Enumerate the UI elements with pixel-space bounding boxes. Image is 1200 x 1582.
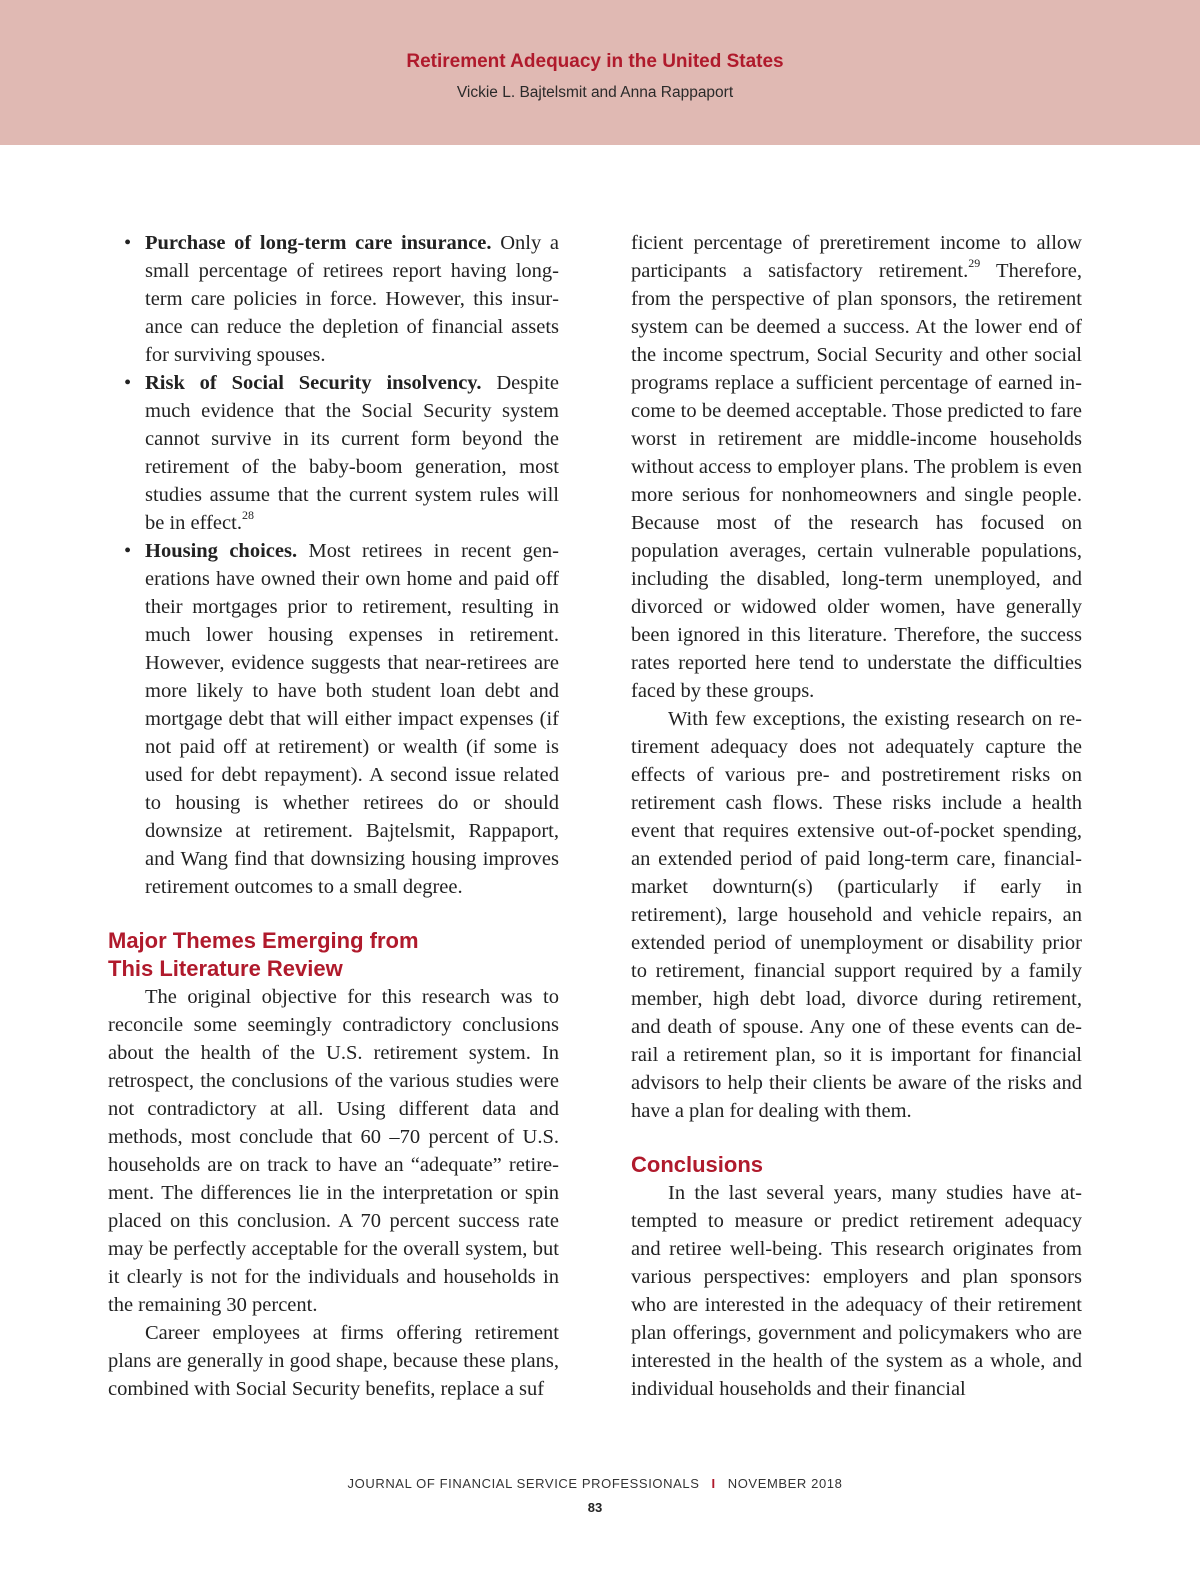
bullet-text: Only a small percentage of retirees report having long-term care policies in force. However, this insurance can reduce the depletion of financial assets for surviving spouses. [145,232,559,366]
heading-line: This Literature Review [108,956,343,981]
footer-separator: I [711,1476,716,1491]
bullet-item-housing [124,537,559,901]
bullet-text: Despite much evidence that the Social Security system cannot survive in its current form beyond the retirement of the baby-boom generation, most studies assume that the current system rules will be in effect. [145,372,559,534]
heading-line: Major Themes Emerging from [108,928,419,953]
page-number: 83 [587,1500,603,1515]
header-band [0,0,1200,145]
issue-date: NOVEMBER 2018 [727,1476,843,1491]
bullet-lead: Housing choices. [145,540,298,562]
section-heading-conclusions: Conclusions [631,1152,764,1177]
article-authors: Vickie L. Bajtelsmit and Anna Rappaport [456,84,734,101]
bullet-lead: Purchase of long-term care insurance. [145,232,492,254]
journal-footer [0,1476,1190,1491]
paragraph-text: ficient percentage of preretirement income to allow participants a satisfactory retirement. [631,232,1082,282]
footnote-marker: 29 [968,256,981,271]
body-paragraph: The original objective for this research was to reconcile some seemingly contradictory conclusions about the health of the U.S. retirement system. In retrospect, the conclusions of the various studies were not contradictory at all. Using different data and methods, most conclude that 60 –70 percent of U.S. households are on track to have an “adequate” retirement. The differences lie in the interpretation or spin placed on this conclusion. A 70 percent success rate may be perfectly acceptable for the overall system, but it clearly is not for the individuals and households in the remaining 30 percent. [108,986,559,1316]
bullet-dot-icon: • [124,232,132,254]
bullet-dot-icon: • [124,540,132,562]
journal-name: JOURNAL OF FINANCIAL SERVICE PROFESSIONALS [347,1476,700,1491]
footnote-marker: 28 [241,508,254,523]
body-paragraph: With few exceptions, the existing research on retirement adequacy does not adequately capture the effects of various pre- and postretirement risks on retirement cash flows. These risks include a health event that requires extensive out-of-pocket spending, an extended period of paid long-term care, financial-market downturn(s) (particularly if early in retirement), large household and vehicle repairs, an extended period of unemployment or disability prior to retirement, financial support required by a family member, high debt load, divorce during retirement, and death of spouse. Any one of these events can derail a retirement plan, so it is important for financial advisors to help their clients be aware of the risks and have a plan for dealing with them. [631,708,1082,1122]
bullet-item-social-security [124,369,559,537]
section-heading-major-themes [108,927,559,983]
right-column [631,229,1082,1403]
bullet-lead: Risk of Social Security insolvency. [145,372,482,394]
body-paragraph: In the last several years, many studies have attempted to measure or predict retirement adequacy and retiree well-being. This research originates from various perspectives: employers and plan sponsors who are interested in the adequacy of their retirement plan offerings, government and policymakers who are interested in the health of the system as a whole, and individual households and their financial [631,1182,1082,1400]
body-paragraph [631,229,1082,705]
left-column [108,229,559,1403]
paragraph-text: Therefore, from the perspective of plan sponsors, the retirement system can be deemed a success. At the lower end of the income spectrum, Social Security and other social programs replace a sufficient percentage of earned income to be deemed acceptable. Those predicted to fare worst in retirement are middle-income households without access to employer plans. The problem is even more serious for nonhomeowners and single people. Because most of the research has focused on population averages, certain vulnerable populations, including the disabled, long-term unemployed, and divorced or widowed older women, have generally been ignored in this literature. Therefore, the success rates reported here tend to understate the difficulties faced by these groups. [631,260,1082,702]
article-title: Retirement Adequacy in the United States [406,51,784,72]
bullet-item-long-term-care [124,229,559,369]
risk-bullet-list [108,229,559,901]
body-paragraph: Career employees at firms offering retirement plans are generally in good shape, because these plans, combined with Social Security benefits, replace a suf [108,1322,559,1400]
bullet-text: Most retirees in recent generations have owned their own home and paid off their mortgages prior to retirement, resulting in much lower housing expenses in retirement. However, evidence suggests that near-retirees are more likely to have both student loan debt and mortgage debt that will either impact expenses (if not paid off at retirement) or wealth (if some is used for debt repayment). A second issue related to housing is whether retirees do or should downsize at retirement. Bajtelsmit, Rappaport, and Wang find that downsizing housing improves retirement outcomes to a small degree. [145,540,559,898]
bullet-dot-icon: • [124,372,132,394]
